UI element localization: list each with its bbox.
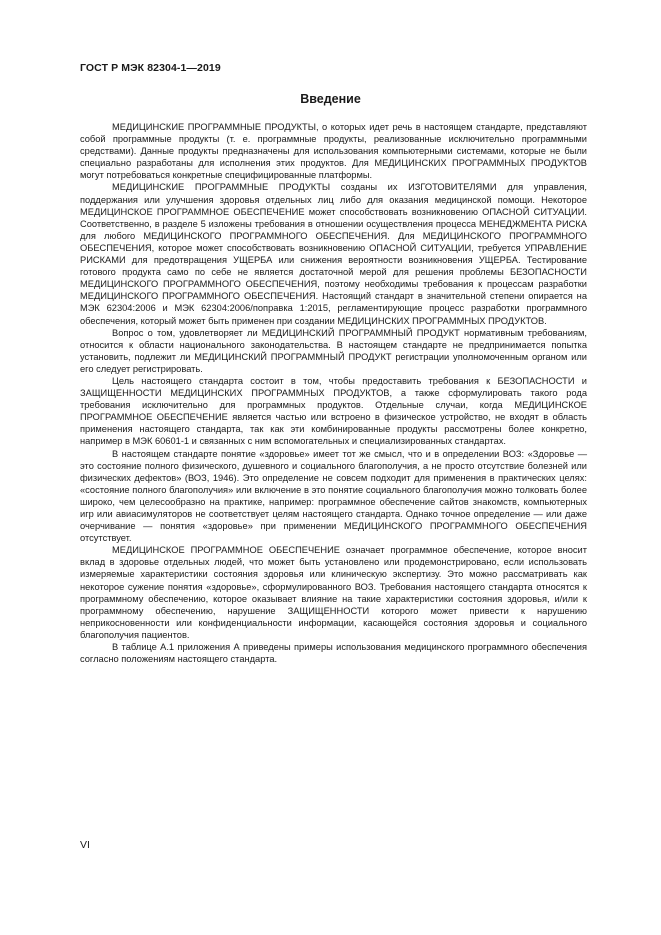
paragraph: Вопрос о том, удовлетворяет ли МЕДИЦИНСКИЙ ПРОГРАММНЫЙ ПРОДУКТ нормативным требованиям, относится к области национального законодательства. В настоящем стандарте не предпринимается попытка установить, подлежит ли МЕДИЦИНСКИЙ ПРОГРАММНЫЙ ПРОДУКТ регистрации уполномоченным органом или его следует регистрировать. <box>80 327 587 374</box>
document-header: ГОСТ Р МЭК 82304-1—2019 <box>80 62 221 74</box>
section-title: Введение <box>300 92 361 106</box>
paragraph: Цель настоящего стандарта состоит в том, чтобы предоставить требования к БЕЗОПАСНОСТИ и ЗАЩИЩЕННОСТИ МЕДИЦИНСКИХ ПРОГРАММНЫХ ПРОДУКТОВ, а также сформулировать такого рода требования исключительно для программных продуктов. Отдельные случаи, когда МЕДИЦИНСКОЕ ПРОГРАММНОЕ ОБЕСПЕЧЕНИЕ является частью или встроено в физическое устройство, не входят в область применения настоящего стандарта, так как эти комбинированные продукты рассмотрены более конкретно, например в МЭК 60601-1 и связанных с ним вспомогательных и специализированных стандартах. <box>80 375 587 447</box>
paragraph: В таблице А.1 приложения А приведены примеры использования медицинского программного обеспечения согласно положениям настоящего стандарта. <box>80 642 587 665</box>
paragraph: МЕДИЦИНСКИЕ ПРОГРАММНЫЕ ПРОДУКТЫ созданы их ИЗГОТОВИТЕЛЯМИ для управления, поддержания или улучшения здоровья отдельных лиц либо для оказания медицинской помощи. Некоторое МЕДИЦИНСКОЕ ПРОГРАММНОЕ ОБЕСПЕЧЕНИЕ может способствовать возникновению ОПАСНОЙ СИТУАЦИИ. Соответственно, в разделе 5 изложены требования в отношении осуществления процесса МЕНЕДЖМЕНТА РИСКА для любого МЕДИЦИНСКОГО ПРОГРАММНОГО ОБЕСПЕЧЕНИЯ. Для МЕДИЦИНСКОГО ПРОГРАММНОГО ОБЕСПЕЧЕНИЯ, которое может способствовать возникновению ОПАСНОЙ СИТУАЦИИ, требуется УПРАВЛЕНИЕ РИСКАМИ для предотвращения УЩЕРБА или снижения вероятности возникновения УЩЕРБА. Тестирование готового продукта само по себе не является достаточной мерой для решения проблемы БЕЗОПАСНОСТИ МЕДИЦИНСКОГО ПРОГРАММНОГО ОБЕСПЕЧЕНИЯ, поэтому необходимы требования к процессам разработки МЕДИЦИНСКОГО ПРОГРАММНОГО ОБЕСПЕЧЕНИЯ. Настоящий стандарт в значительной степени опирается на МЭК 62304:2006 и МЭК 62304:2006/поправка 1:2015, регламентирующие процесс разработки программного обеспечения, который может быть применен при создании МЕДИЦИНСКИХ ПРОГРАММНЫХ ПРОДУКТОВ. <box>80 182 587 326</box>
paragraph: МЕДИЦИНСКИЕ ПРОГРАММНЫЕ ПРОДУКТЫ, о которых идет речь в настоящем стандарте, представляют собой программные продукты (т. е. программные продукты, реализованные исключительно программными средствами). Данные продукты предназначены для использования компьютерными системами, которые не были специально разработаны для исполнения этих продуктов. Для МЕДИЦИНСКИХ ПРОГРАММНЫХ ПРОДУКТОВ могут потребоваться конкретные специфицированные платформы. <box>80 122 587 181</box>
paragraph: В настоящем стандарте понятие «здоровье» имеет тот же смысл, что и в определении ВОЗ: «Здоровье — это состояние полного физического, душевного и социального благополучия, а не просто отсутствие болезней или физических дефектов» (ВОЗ, 1946). Это определение не совсем подходит для применения в практических целях: «состояние полного благополучия» или включение в это понятие социального благополучия можно толковать более широко, чем целесообразно на практике, например: программное обеспечение сайтов знакомств, компьютерных игр или авиасимуляторов не соответствует целям настоящего стандарта. Однако точное определение — или даже очерчивание — понятия «здоровье» при применении МЕДИЦИНСКОГО ПРОГРАММНОГО ОБЕСПЕЧЕНИЯ отсутствует. <box>80 448 587 544</box>
document-body <box>80 121 587 665</box>
paragraph: МЕДИЦИНСКОЕ ПРОГРАММНОЕ ОБЕСПЕЧЕНИЕ означает программное обеспечение, которое вносит вклад в здоровье отдельных людей, что может быть установлено или продемонстрировано, если использовать измеряемые характеристики состояния здоровья или клиническую экспертизу. Это можно рассматривать как некоторое сужение понятия «здоровье», сформулированного ВОЗ. Требования настоящего стандарта относятся к программному обеспечению, которое оказывает влияние на такие характеристики состояния здоровья, и/или к программному обеспечению, нарушение ЗАЩИЩЕННОСТИ которого может привести к нарушению неприкосновенности или конфиденциальности информации, касающейся состояния здоровья и социального благополучия пациентов. <box>80 545 587 640</box>
page-number: VI <box>80 839 90 851</box>
